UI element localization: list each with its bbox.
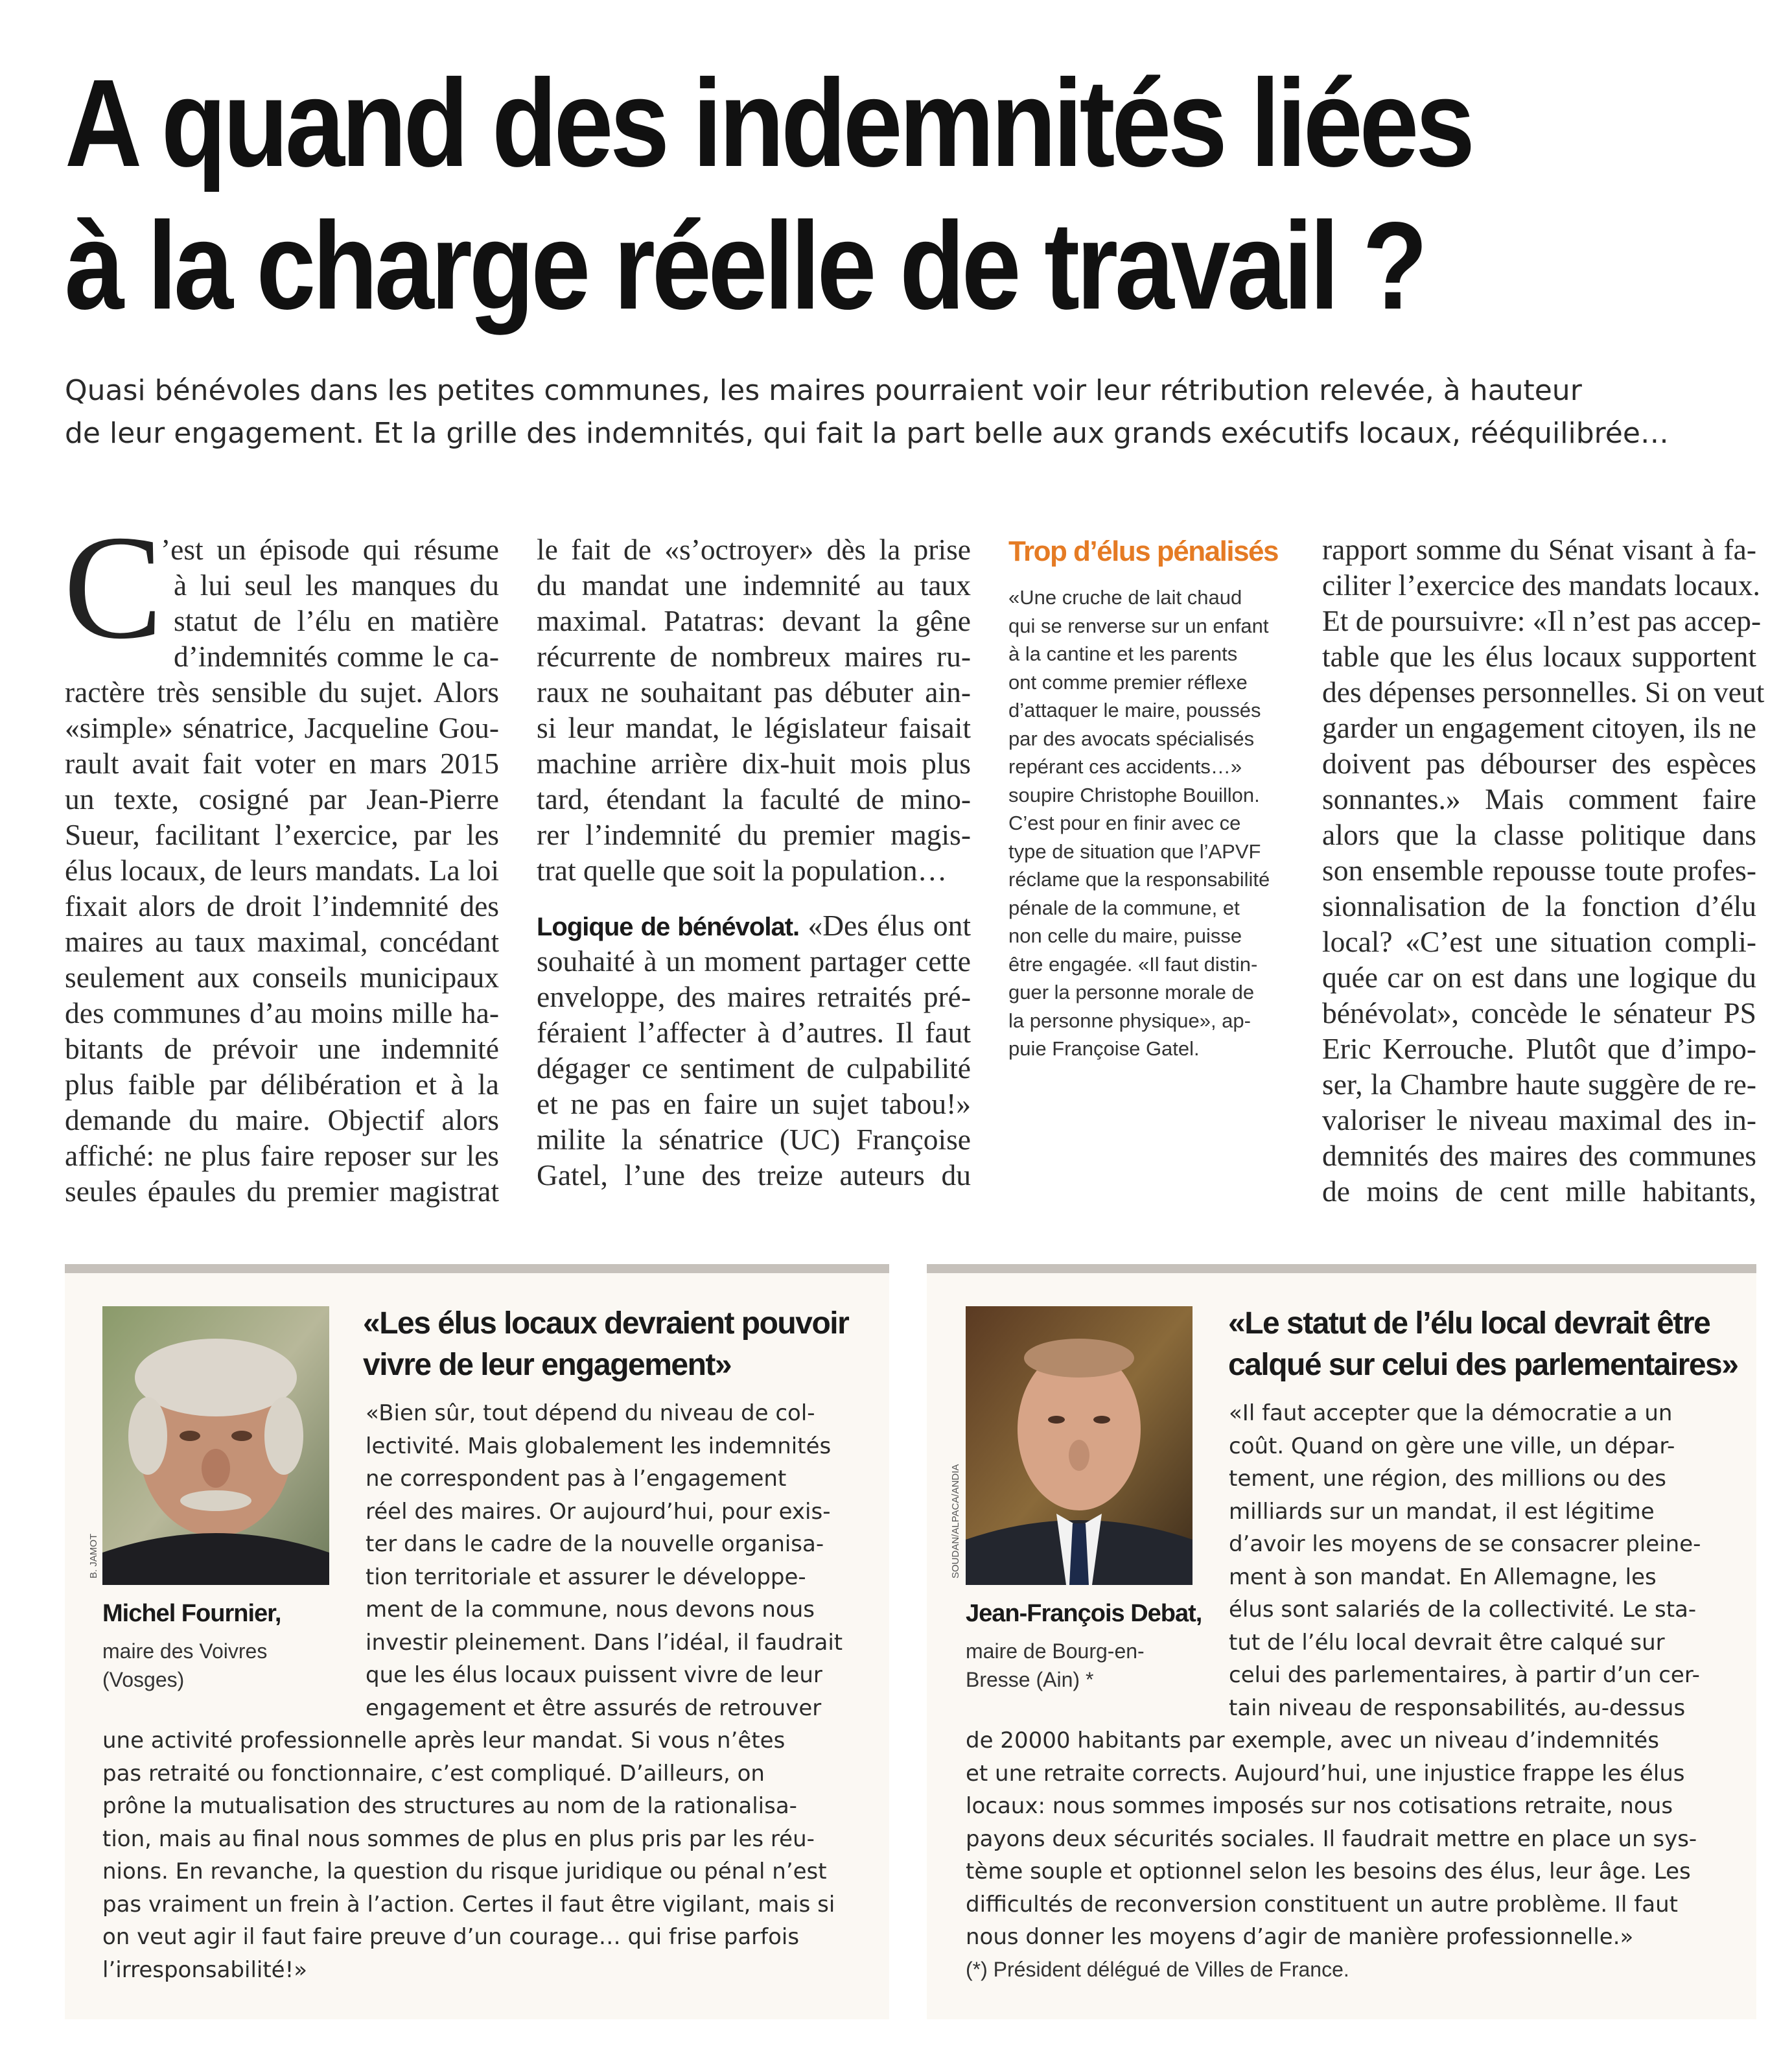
body-line: des dépenses personnelles. Si on veut [1322, 675, 1765, 709]
quote-line: pas retraité ou fonctionnaire, c’est compliqué. D’ailleurs, on [102, 1760, 765, 1787]
body-line: seulement aux conseils municipaux [65, 961, 499, 994]
quote-line: investir pleinement. Dans l’idéal, il faudrait [366, 1629, 843, 1656]
quote-line: tement, une région, des millions ou des [1229, 1466, 1666, 1492]
interviewee-role [102, 1637, 267, 1694]
body-line: ractère très sensible du sujet. Alors [65, 675, 499, 709]
sidebar-line: ont comme premier réflexe [1008, 670, 1248, 694]
sidebar-line: être engagée. «Il faut distin- [1008, 952, 1258, 976]
body-line: sonnantes.» Mais comment faire [1322, 782, 1756, 815]
sidebar-line: à la cantine et les parents [1008, 642, 1238, 665]
body-line: ’est un épisode qui résume [161, 533, 499, 566]
interview-quote-left-wide [102, 1724, 835, 1986]
quote-line: tut de l’élu local devrait être calqué sur [1229, 1629, 1665, 1656]
sidebar-text [1008, 583, 1287, 1063]
sidebar-line: qui se renverse sur un enfant [1008, 614, 1269, 637]
quote-line: coût. Quand on gère une ville, un dépar- [1229, 1433, 1675, 1459]
role-line: maire des Voivres [102, 1639, 268, 1663]
quote-line: une activité professionnelle après leur mandat. Si vous n’êtes [102, 1728, 785, 1754]
body-line: milite la sénatrice (UC) Françoise [537, 1123, 971, 1156]
quote-line: ne correspondent pas à l’engagement [366, 1466, 787, 1492]
body-line: alors que la classe politique dans [1322, 818, 1756, 851]
article-column-2 [537, 532, 971, 1193]
headline-line-1: A quand des indemnités liées [65, 53, 1472, 193]
subhead-line [537, 908, 971, 943]
body-line: seules épaules du premier magistrat [65, 1175, 499, 1208]
body-line: garder un engagement citoyen, ils ne [1322, 711, 1756, 744]
page-title [65, 52, 1514, 337]
body-line: des communes d’au moins mille ha- [65, 996, 499, 1029]
article-column-1 [65, 532, 499, 1209]
body-line: demande du maire. Objectif alors [65, 1103, 499, 1136]
body-line: doivent pas débourser des espèces [1322, 747, 1756, 780]
quote-line: «Il faut accepter que la démocratie a un [1229, 1400, 1673, 1426]
quote-line: que les élus locaux puissent vivre de leur [366, 1662, 822, 1688]
lead-line-1: Quasi bénévoles dans les petites communes, les maires pourraient voir leur rétribution relevée, à hauteur [65, 374, 1582, 407]
body-line: si leur mandat, le législateur faisait [537, 711, 971, 744]
quote-line: tion territoriale et assurer le développe- [366, 1564, 806, 1590]
quote-line: tion, mais au final nous sommes de plus en plus pris par les réu- [102, 1825, 815, 1852]
body-line: féraient l’affecter à d’autres. Il faut [537, 1016, 971, 1049]
body-line: récurrente de nombreux maires ru- [537, 640, 971, 673]
body-line: fixait alors de droit l’indemnité des [65, 889, 499, 922]
interview-quote-right-wide [966, 1724, 1697, 1954]
interview-title-line: «Les élus locaux devraient pouvoir [363, 1306, 849, 1341]
body-line: un texte, cosigné par Jean-Pierre [65, 782, 499, 815]
quote-line: pas vraiment un frein à l’action. Certes il faut être vigilant, mais si [102, 1891, 835, 1918]
interviewee-role [966, 1637, 1145, 1694]
quote-line: engagement et être assurés de retrouver [366, 1695, 822, 1721]
body-line: dégager ce sentiment de culpabilité [537, 1051, 971, 1085]
headline-line-2: à la charge réelle de travail ? [65, 196, 1425, 335]
quote-line: prône la mutualisation des structures au nom de la rationalisa- [102, 1793, 797, 1819]
quote-line: celui des parlementaires, à partir d’un cer- [1229, 1662, 1700, 1688]
body-line: rapport somme du Sénat visant à fa- [1322, 533, 1756, 566]
interview-title-line: vivre de leur engagement» [363, 1348, 732, 1382]
body-line: demnités des maires des communes [1322, 1139, 1756, 1172]
sidebar-line: puie Françoise Gatel. [1008, 1037, 1200, 1060]
quote-line: de 20000 habitants par exemple, avec un niveau d’indemnités [966, 1728, 1659, 1754]
sidebar-line: type de situation que l’APVF [1008, 839, 1261, 863]
body-line: quée car on est dans une logique du [1322, 961, 1756, 994]
quote-line: d’avoir les moyens de se consacrer pleine- [1229, 1531, 1701, 1557]
body-line: ciliter l’exercice des mandats locaux. [1322, 569, 1760, 602]
footnote: (*) Président délégué de Villes de France. [966, 1958, 1349, 1981]
section-subhead: Logique de bénévolat. [537, 913, 800, 941]
lead-line-2: de leur engagement. Et la grille des indemnités, qui fait la part belle aux grands exécutifs locaux, rééquilibrée… [65, 417, 1669, 450]
body-line: Et de poursuivre: «Il n’est pas accep- [1322, 604, 1762, 637]
drop-cap: C [64, 504, 163, 670]
body-line: valoriser le niveau maximal des in- [1322, 1103, 1756, 1136]
quote-line: tain niveau de responsabilités, au-dessus [1229, 1695, 1686, 1721]
portrait-photo-fournier [102, 1306, 329, 1585]
article-column-4 [1322, 532, 1765, 1209]
quote-line: on veut agir il faut faire preuve d’un courage… qui frise parfois [102, 1924, 800, 1950]
body-line: élus locaux, de leurs mandats. La loi [65, 854, 499, 887]
body-line: «simple» sénatrice, Jacqueline Gou- [65, 711, 499, 744]
sidebar-title: Trop d’élus pénalisés [1008, 535, 1278, 567]
quote-line: et une retraite corrects. Aujourd’hui, une injustice frappe les élus [966, 1760, 1685, 1787]
sidebar-line: la personne physique», ap- [1008, 1009, 1251, 1032]
body-line: raux ne souhaitant pas débuter ain- [537, 675, 971, 709]
body-text: «Des élus ont [799, 909, 972, 942]
quote-line: milliards sur un mandat, il est légitime [1229, 1498, 1655, 1525]
quote-line: payons deux sécurités sociales. Il faudrait mettre en place un sys- [966, 1825, 1697, 1852]
body-line: sionnalisation de la fonction d’élu [1322, 889, 1756, 922]
body-line: rault avait fait voter en mars 2015 [65, 747, 499, 780]
interviewee-name: Jean-François Debat, [966, 1600, 1202, 1627]
body-line: souhaité à un moment partager cette [537, 944, 971, 978]
quote-line: ment de la commune, nous devons nous [366, 1597, 815, 1623]
interviewee-name: Michel Fournier, [102, 1600, 281, 1627]
body-line: enveloppe, des maires retraités pré- [537, 980, 971, 1013]
sidebar-line: d’attaquer le maire, poussés [1008, 699, 1261, 721]
sidebar-line: repérant ces accidents…» [1008, 755, 1242, 778]
quote-line: locaux: nous sommes imposés sur nos cotisations retraite, nous [966, 1793, 1673, 1819]
portrait-photo-debat [966, 1306, 1193, 1585]
quote-line: nous donner les moyens d’agir de manière professionnelle.» [966, 1924, 1634, 1950]
interview-quote-right [1229, 1397, 1701, 1724]
quote-line: «Bien sûr, tout dépend du niveau de col- [366, 1400, 815, 1426]
box-divider-left [65, 1264, 889, 1273]
body-line: et ne pas en faire un sujet tabou!» [537, 1087, 971, 1120]
interview-title-line: calqué sur celui des parlementaires» [1228, 1348, 1738, 1382]
box-divider-right [927, 1264, 1756, 1273]
quote-line: l’irresponsabilité!» [102, 1956, 308, 1983]
sidebar-line: par des avocats spécialisés [1008, 727, 1255, 750]
role-line: maire de Bourg-en- [966, 1639, 1145, 1663]
quote-line: réel des maires. Or aujourd’hui, pour exis- [366, 1498, 831, 1525]
body-line: table que les élus locaux supportent [1322, 640, 1756, 673]
sidebar-line: pénale de la commune, et [1008, 896, 1240, 919]
body-line: plus faible par délibération et à la [65, 1068, 499, 1101]
body-line: tard, étendant la faculté de mino- [537, 782, 971, 815]
interview-title-left [363, 1303, 848, 1386]
body-line: trat quelle que soit la population… [537, 854, 948, 887]
quote-line: nions. En revanche, la question du risque juridique ou pénal n’est [102, 1859, 827, 1884]
photo-credit: SOUDAN/ALPACA/ANDIA [950, 1464, 961, 1578]
body-line: affiché: ne plus faire reposer sur les [65, 1139, 499, 1172]
role-line: Bresse (Ain) * [966, 1668, 1094, 1691]
sidebar-line: C’est pour en finir avec ce [1008, 812, 1241, 834]
body-line: maximal. Patatras: devant la gêne [537, 604, 971, 637]
body-line: rer l’indemnité du premier magis- [537, 818, 971, 851]
sidebar-line: réclame que la responsabilité [1008, 868, 1270, 891]
quote-line: ment à son mandat. En Allemagne, les [1229, 1564, 1657, 1590]
body-line: de moins de cent mille habitants, [1322, 1175, 1756, 1208]
lead-paragraph [65, 370, 1763, 455]
body-line: d’indemnités comme le ca- [174, 640, 499, 673]
body-line: bénévolat», concède le sénateur PS [1322, 996, 1756, 1029]
quote-line: ter dans le cadre de la nouvelle organisa- [366, 1531, 824, 1557]
body-line: machine arrière dix-huit mois plus [537, 747, 971, 780]
body-line: local? «C’est une situation compli- [1322, 925, 1756, 958]
body-line: bitants de prévoir une indemnité [65, 1032, 499, 1065]
body-line: Sueur, facilitant l’exercice, par les [65, 818, 499, 851]
body-line: maires au taux maximal, concédant [65, 925, 499, 958]
body-line: Eric Kerrouche. Plutôt que d’impo- [1322, 1032, 1756, 1065]
photo-credit: B. JAMOT [88, 1533, 99, 1578]
body-line: Gatel, l’une des treize auteurs du [537, 1158, 971, 1191]
sidebar-line: soupire Christophe Bouillon. [1008, 783, 1260, 806]
body-line: son ensemble repousse toute profes- [1322, 854, 1756, 887]
sidebar-line: «Une cruche de lait chaud [1008, 586, 1242, 609]
interview-quote-left [366, 1397, 843, 1724]
body-line: du mandat une indemnité au taux [537, 569, 971, 602]
body-line: à lui seul les manques du [174, 569, 499, 602]
quote-line: difficultés de reconversion constituent un autre problème. Il faut [966, 1891, 1678, 1918]
quote-line: élus sont salariés de la collectivité. Le sta- [1229, 1597, 1697, 1623]
sidebar-line: guer la personne morale de [1008, 981, 1255, 1003]
interview-title-right [1228, 1303, 1738, 1386]
quote-line: tème souple et optionnel selon les besoins des élus, leur âge. Les [966, 1859, 1691, 1884]
body-line: ser, la Chambre haute suggère de re- [1322, 1068, 1756, 1101]
body-line: statut de l’élu en matière [174, 604, 499, 637]
sidebar-line: non celle du maire, puisse [1008, 924, 1242, 947]
role-line: (Vosges) [102, 1668, 185, 1691]
quote-line: lectivité. Mais globalement les indemnités [366, 1433, 832, 1459]
body-line: le fait de «s’octroyer» dès la prise [537, 533, 971, 566]
interview-title-line: «Le statut de l’élu local devrait être [1228, 1306, 1710, 1341]
